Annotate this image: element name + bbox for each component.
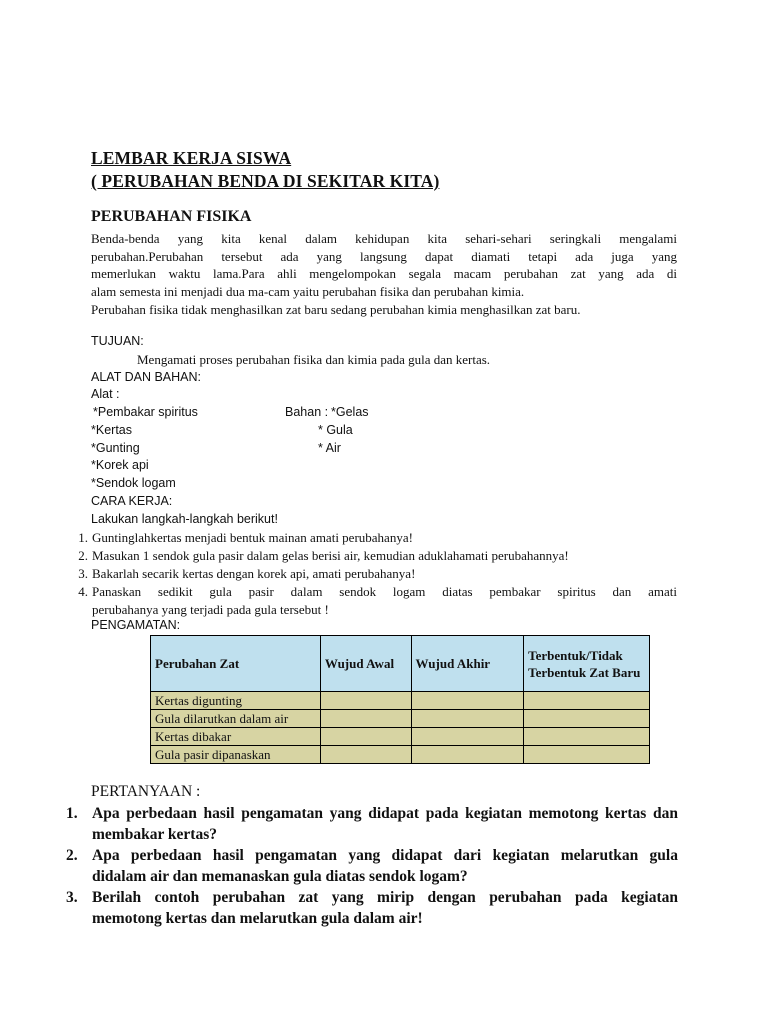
alat-item: *Pembakar spiritus [93, 405, 198, 419]
intro-line: memerlukan waktu lama.Para ahli mengelompokan segala macam perubahan zat yang ada di [91, 266, 677, 281]
alat-label: Alat : [91, 387, 120, 401]
tujuan-text: Mengamati proses perubahan fisika dan kimia pada gula dan kertas. [137, 352, 491, 367]
cara-kerja-intro: Lakukan langkah-langkah berikut! [91, 512, 278, 526]
header-perubahan-zat: Perubahan Zat [151, 636, 321, 692]
table-cell[interactable] [320, 746, 411, 764]
header-wujud-awal: Wujud Awal [320, 636, 411, 692]
table-row [151, 746, 650, 764]
worksheet-title: LEMBAR KERJA SISWA [91, 148, 292, 168]
table-cell[interactable] [320, 728, 411, 746]
question-line: memotong kertas dan melarutkan gula dalam air! [92, 910, 423, 927]
row-label: Kertas digunting [151, 692, 321, 710]
step-text: Bakarlah secarik kertas dengan korek api, amati perubahanya! [92, 566, 416, 581]
step-text-line: Panaskan sedikit gula pasir dalam sendok logam diatas pembakar spiritus dan amati [92, 584, 677, 599]
bahan-label: Bahan : [285, 405, 329, 419]
question-number: 1. [66, 805, 78, 822]
table-cell[interactable] [524, 746, 650, 764]
question-text [92, 845, 678, 887]
intro-line: perubahan.Perubahan tersebut ada yang langsung dapat diamati tetapi ada juga yang [91, 248, 677, 264]
step-text-line: perubahanya yang terjadi pada gula tersebut ! [92, 601, 329, 617]
question-line: Apa perbedaan hasil pengamatan yang didapat pada kegiatan memotong kertas dan [92, 805, 678, 822]
table-cell[interactable] [320, 692, 411, 710]
question-text [92, 803, 678, 845]
worksheet-subtitle: ( PERUBAHAN BENDA DI SEKITAR KITA) [91, 171, 440, 191]
alat-item: *Gunting [91, 441, 140, 455]
tujuan-label: TUJUAN: [91, 334, 144, 348]
pengamatan-label: PENGAMATAN: [91, 618, 181, 632]
table-cell[interactable] [411, 746, 524, 764]
intro-paragraph [91, 230, 677, 300]
table-cell[interactable] [524, 692, 650, 710]
table-cell[interactable] [524, 728, 650, 746]
table-header-row [151, 636, 650, 692]
bahan-item: *Gelas [331, 405, 369, 419]
question-line: membakar kertas? [92, 826, 217, 843]
step-number: 2. [78, 548, 88, 563]
intro-last-line: Perubahan fisika tidak menghasilkan zat baru sedang perubahan kimia menghasilkan zat baru. [91, 302, 581, 317]
step-number: 1. [78, 530, 88, 545]
table-cell[interactable] [411, 710, 524, 728]
alat-item: *Kertas [91, 423, 132, 437]
table-row [151, 728, 650, 746]
table-row [151, 710, 650, 728]
observation-table [150, 635, 650, 764]
section-heading: PERUBAHAN FISIKA [91, 208, 252, 225]
intro-line: Benda-benda yang kita kenal dalam kehidupan kita sehari-sehari seringkali mengalami [91, 231, 677, 246]
bahan-item: * Air [318, 441, 341, 455]
pertanyaan-label: PERTANYAAN : [91, 783, 201, 800]
header-wujud-akhir: Wujud Akhir [411, 636, 524, 692]
question-text [92, 887, 678, 929]
table-cell[interactable] [411, 692, 524, 710]
question-line: didalam air dan memanaskan gula diatas sendok logam? [92, 868, 468, 885]
question-line: Berilah contoh perubahan zat yang mirip dengan perubahan pada kegiatan [92, 889, 678, 906]
bahan-item: * Gula [318, 423, 353, 437]
question-number: 2. [66, 847, 78, 864]
table-cell[interactable] [524, 710, 650, 728]
alat-item: *Korek api [91, 458, 149, 472]
table-cell[interactable] [320, 710, 411, 728]
alat-item: *Sendok logam [91, 476, 176, 490]
row-label: Gula dilarutkan dalam air [151, 710, 321, 728]
row-label: Kertas dibakar [151, 728, 321, 746]
step-number: 4. [78, 584, 88, 599]
table-cell[interactable] [411, 728, 524, 746]
row-label: Gula pasir dipanaskan [151, 746, 321, 764]
step-text [92, 583, 677, 618]
table-row [151, 692, 650, 710]
cara-kerja-label: CARA KERJA: [91, 494, 173, 508]
question-number: 3. [66, 889, 78, 906]
step-text: Guntinglahkertas menjadi bentuk mainan amati perubahanya! [92, 530, 413, 545]
question-line: Apa perbedaan hasil pengamatan yang didapat dari kegiatan melarutkan gula [92, 847, 678, 864]
step-text: Masukan 1 sendok gula pasir dalam gelas berisi air, kemudian aduklahamati perubahannya! [92, 548, 569, 563]
alat-bahan-label: ALAT DAN BAHAN: [91, 370, 201, 384]
intro-line: alam semesta ini menjadi dua ma-cam yaitu perubahan fisika dan perubahan kimia. [91, 283, 525, 299]
step-number: 3. [78, 566, 88, 581]
header-zat-baru: Terbentuk/Tidak Terbentuk Zat Baru [524, 636, 650, 692]
